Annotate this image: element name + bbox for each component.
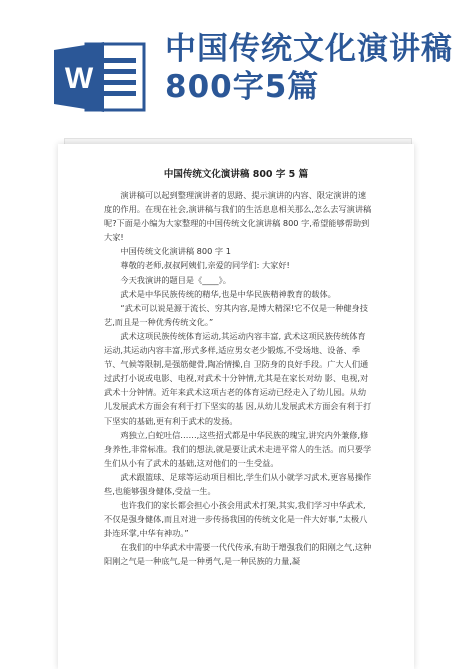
- document-page: [58, 144, 414, 669]
- paragraph: 武术这项民族传统体育运动,其运动内容丰富, 武术这项民族传统体育运动,其运动内容丰富,形式多样,适应男女老少锻炼,不受场地、设备、季节、气候等限制,是强筋健骨,陶冶情操,自 卫防身的良好手段。广大人们通过武打小说或电影、电视,对武术十分钟情,尤其是在家长对幼 影、电视,对武术十分钟情。近年来武术这项古老的体育运动已经走入了幼儿园。从幼儿发展武术方面会有利于打下坚实的基 因,从幼儿发展武术方面会有利于打下坚实的基础,更有利于武术的发扬。: [104, 330, 372, 426]
- speech-topic: 今天我演讲的题目是《____》。: [120, 274, 231, 285]
- document-body: [104, 188, 372, 569]
- paragraph-intro: 演讲稿可以起到整理演讲者的思路、提示演讲的内容、限定演讲的速度的作用。在现在社会,演讲稿与我们的生活息息相关那么,怎么去写演讲稿呢?下面是小编为大家整理的中国传统文化演讲稿 800 字,希望能够帮助到大家!: [104, 190, 372, 243]
- paragraph: 鸡独立,白蛇吐信……,这些招式都是中华民族的瑰宝,讲究内外兼修,修身养性,非常标准。我们的想法,就是要让武术走进平常人的生活。而只要学生们从小有了武术的基础,这对他们的一生受益。: [104, 429, 372, 468]
- quote-paragraph: “武术可以说是源于流长、穷其内容,是博大精深!它不仅是一种健身技艺,而且是一种优秀传统文化。”: [104, 302, 368, 327]
- document-title: 中国传统文化演讲稿 800 字 5 篇: [163, 169, 309, 180]
- word-document-icon: [52, 40, 148, 114]
- greeting: 尊敬的老师,叔叔阿姨们,亲爱的同学们: 大家好!: [120, 260, 290, 271]
- page-header: [0, 0, 474, 120]
- paragraph: 武术跟篮球、足球等运动项目相比,学生们从小就学习武术,更容易操作些,也能够强身健体,受益一生。: [104, 471, 372, 496]
- word-logo-letter: W: [64, 62, 94, 95]
- bottom-fade: [58, 620, 414, 669]
- paragraph: 也许我们的家长都会担心小孩会用武术打架,其实,我们学习中华武术,不仅是强身健体,而且对进一步传扬我国的传统文化是一件大好事,“太极八卦连环掌,中华有神功。”: [104, 500, 368, 539]
- page-title: 中国传统文化演讲稿800字5篇: [165, 31, 453, 105]
- paragraph: 在我们的中华武术中需要一代代传承,有助于增强我们的阳刚之气,这种阳刚之气是一种底气,是一种勇气,是一种民族的力量,凝: [104, 542, 372, 567]
- paragraph: 武术是中华民族传统的精华,也是中华民族精神教育的载体。: [120, 288, 336, 299]
- section-heading: 中国传统文化演讲稿 800 字 1: [120, 246, 231, 257]
